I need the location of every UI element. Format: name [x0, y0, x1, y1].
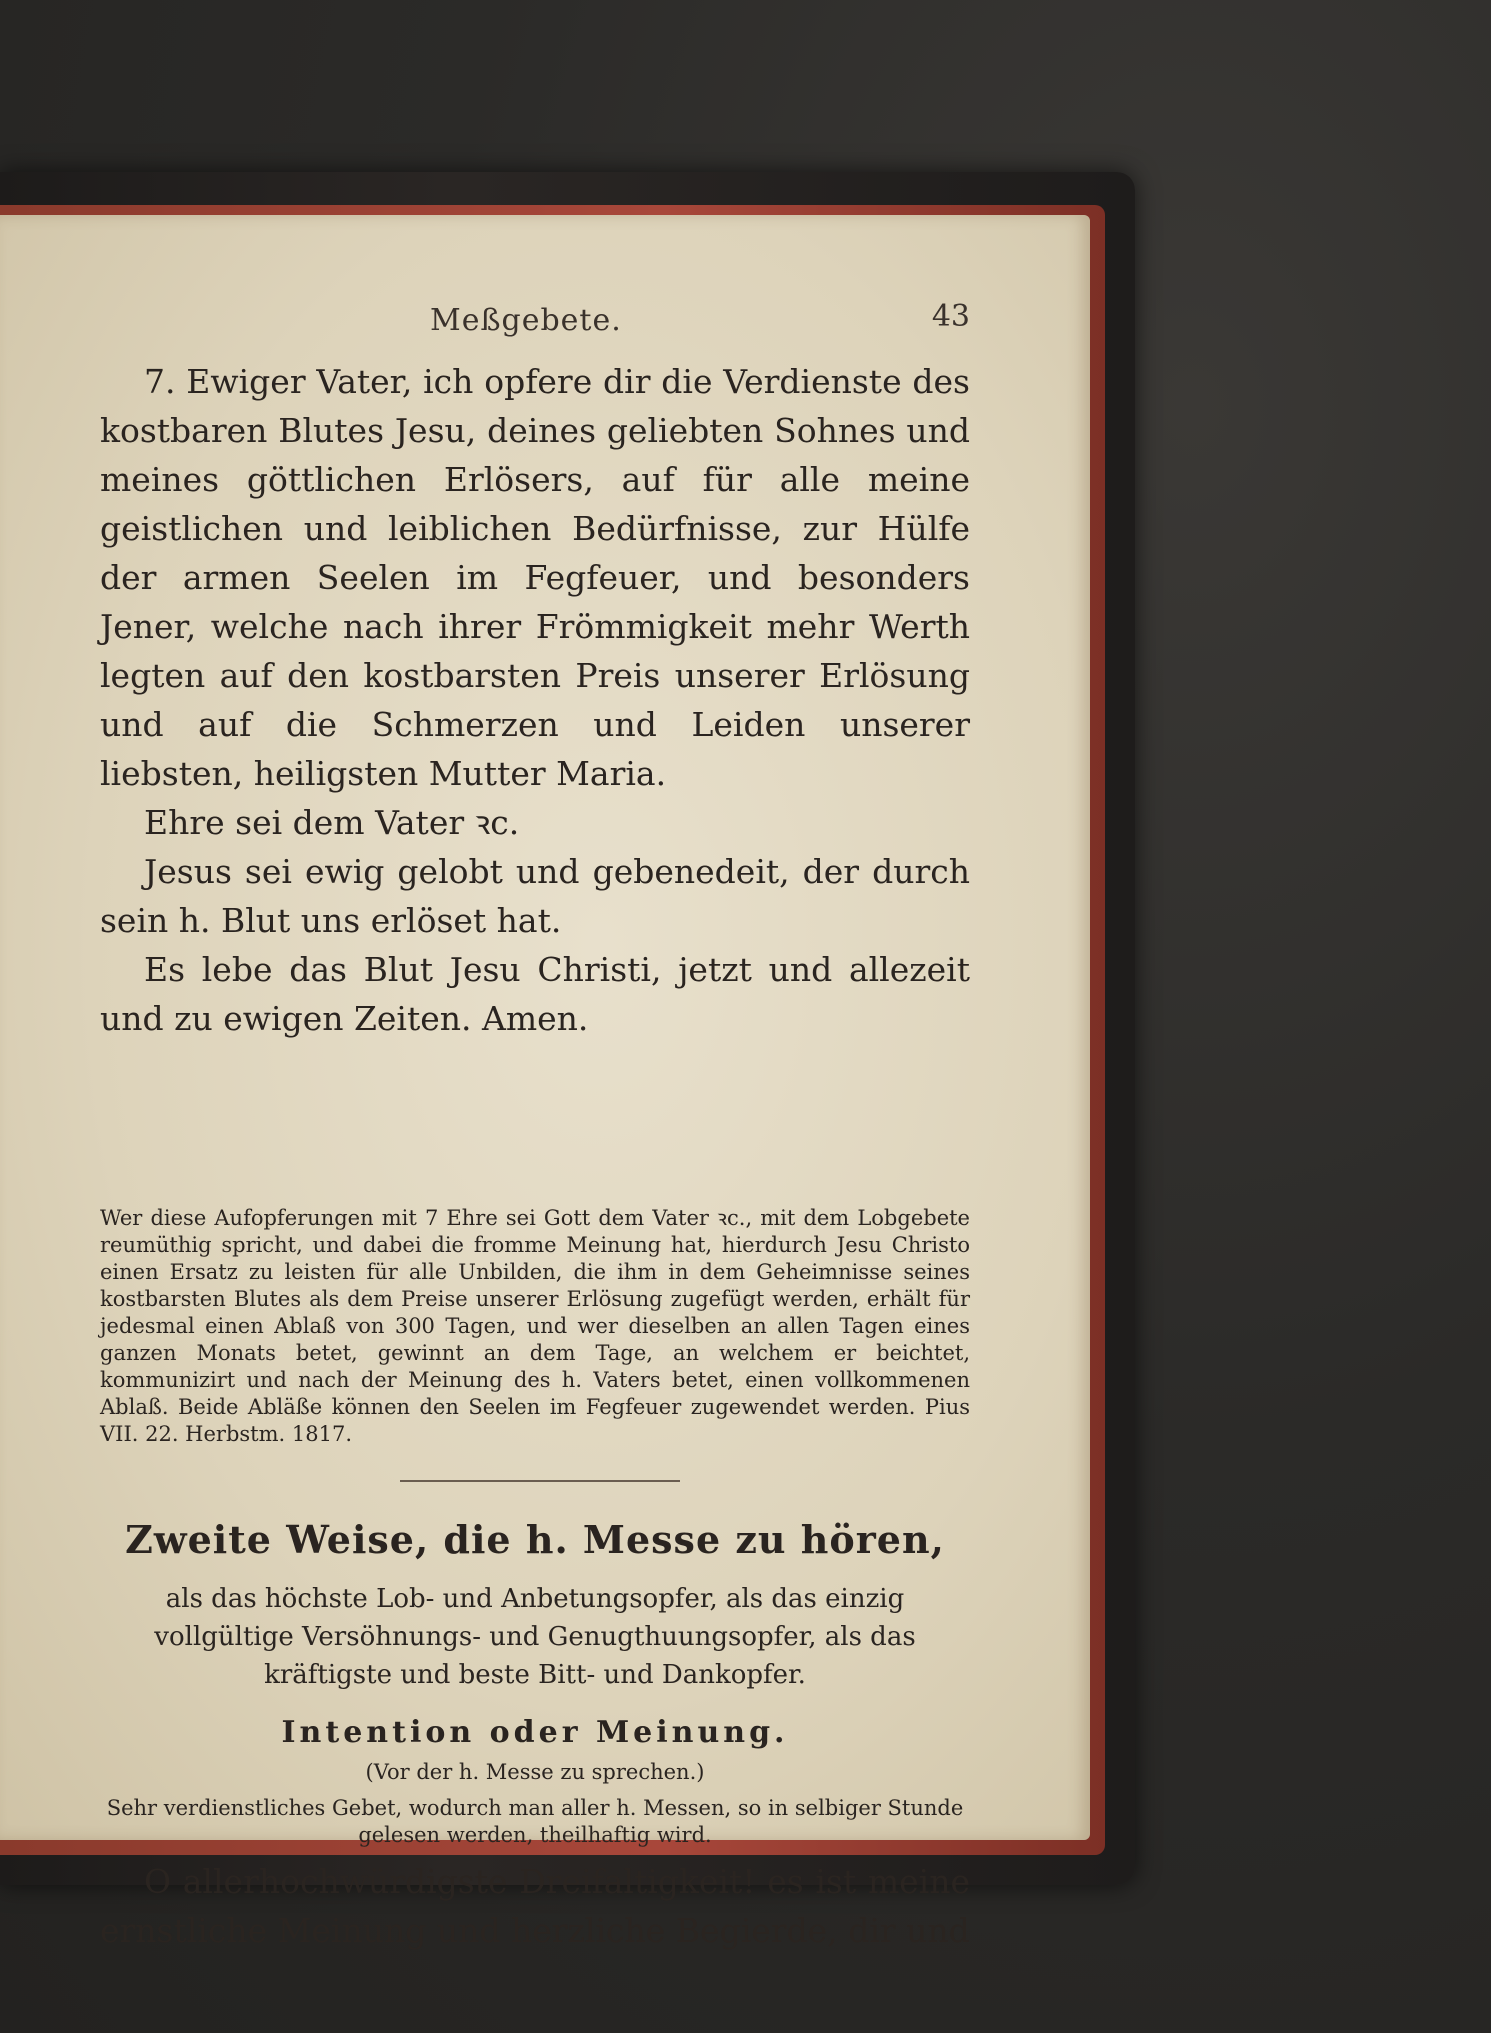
- paragraph-prayer-7: 7. Ewiger Vater, ich opfere dir die Verdienste des kostbaren Blutes Jesu, deines geliebten Sohnes und meines göttlichen Erlösers, auf für alle meine geistlichen und leiblichen Bedürfnisse, zur Hülfe der armen Seelen im Fegfeuer, und besonders Jener, welche nach ihrer Frömmigkeit mehr Werth legten auf den kostbarsten Preis unserer Erlösung und auf die Schmerzen und Leiden unserer liebsten, heiligsten Mutter Maria.: [100, 362, 970, 793]
- page-content: [100, 295, 970, 1950]
- intention-heading: Intention oder Meinung.: [281, 1715, 789, 1750]
- intention-prayer: O allerhochwürdigste Dreifaltigkeit! es ist meine ernstliche Meinung und herzliche Begierde, dir und: [100, 1862, 970, 1950]
- page-number: 43: [931, 299, 970, 334]
- running-head: [100, 295, 970, 345]
- running-title: Meßgebete.: [430, 303, 622, 338]
- intention-instruction: (Vor der h. Messe zu sprechen.): [365, 1760, 705, 1784]
- section-subheading: als das höchste Lob- und Anbetungsopfer, als das einzig vollgültige Versöhnungs- und Genugthuungsopfer, als das kräftigste und beste Bitt- und Dankopfer.: [154, 1584, 916, 1690]
- body-text: [100, 357, 970, 1043]
- paragraph-gloria: Ehre sei dem Vater ꝛc.: [144, 803, 520, 842]
- book-page: [0, 215, 1090, 1950]
- paragraph-blood-praise: Es lebe das Blut Jesu Christi, jetzt und allezeit und zu ewigen Zeiten. Amen.: [100, 950, 970, 1038]
- paragraph-jesus-praise: Jesus sei ewig gelobt und gebenedeit, der durch sein h. Blut uns erlöset hat.: [100, 852, 970, 940]
- section-heading: Zweite Weise, die h. Messe zu hören,: [125, 1517, 945, 1562]
- section-divider: [400, 1480, 680, 1482]
- indulgence-footnote: Wer diese Aufopferungen mit 7 Ehre sei Gott dem Vater ꝛc., mit dem Lobgebete reumüthig spricht, und dabei die fromme Meinung hat, hierdurch Jesu Christo einen Ersatz zu leisten für alle Unbilden, die ihm in dem Geheimnisse seines kostbarsten Blutes als dem Preise unserer Erlösung zugefügt werden, erhält für jedesmal einen Ablaß von 300 Tagen, und wer dieselben an allen Tagen eines ganzen Monats betet, gewinnt an dem Tage, an welchem er beichtet, kommunizirt und nach der Meinung des h. Vaters betet, einen vollkommenen Ablaß. Beide Abläße können den Seelen im Fegfeuer zugewendet werden. Pius VII. 22. Herbstm. 1817.: [100, 1206, 970, 1446]
- intention-note: Sehr verdienstliches Gebet, wodurch man aller h. Messen, so in selbiger Stunde gelesen werden, theilhaftig wird.: [106, 1796, 964, 1847]
